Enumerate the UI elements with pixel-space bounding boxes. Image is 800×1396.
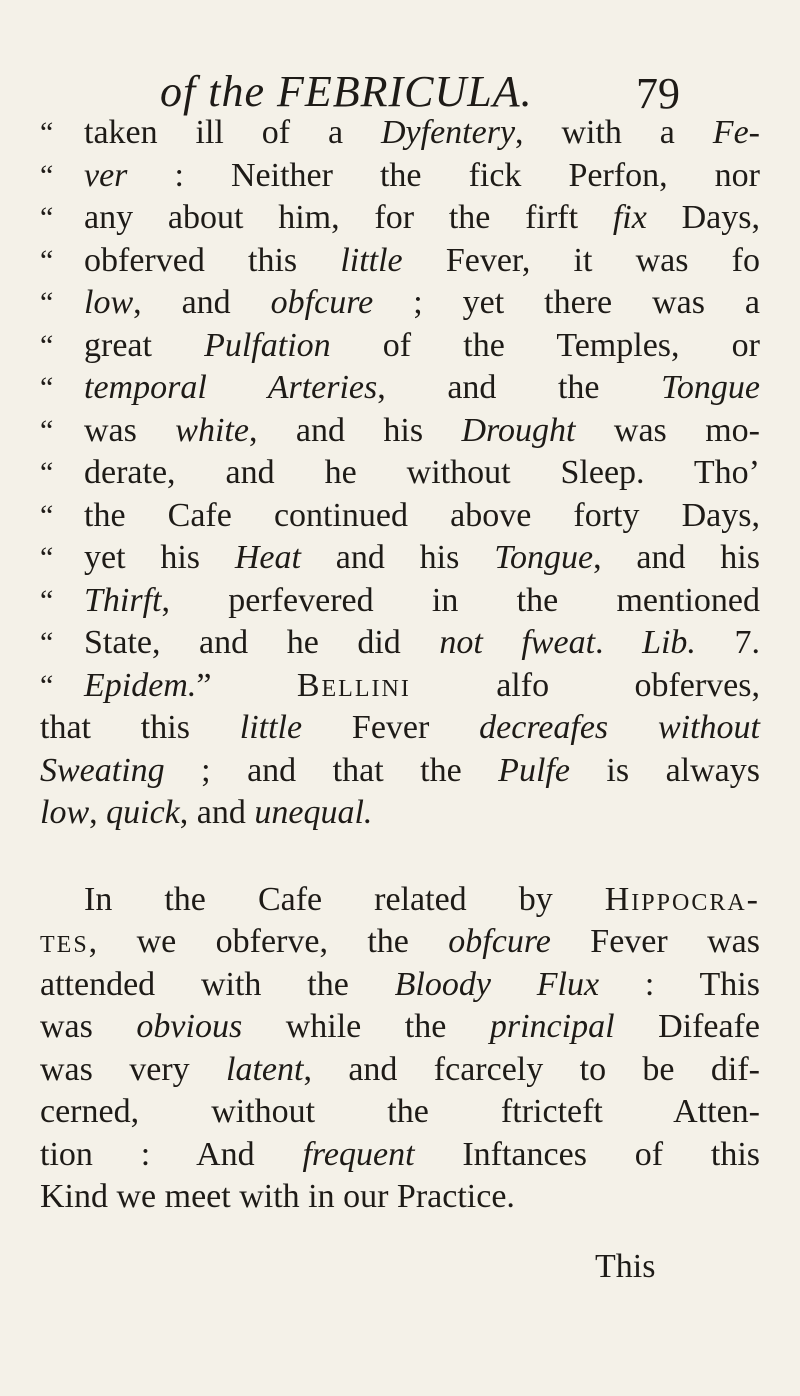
line-text	[40, 707, 760, 750]
text-line	[40, 580, 760, 623]
line-text	[84, 665, 760, 708]
line-text	[40, 750, 760, 793]
quote-mark: “	[40, 456, 54, 489]
page-header	[160, 66, 680, 116]
quote-mark: “	[40, 243, 54, 277]
text-line	[40, 1049, 760, 1092]
text-segment: : Neither the fick Perfon, nor	[127, 156, 760, 194]
text-segment: Difeafe	[614, 1008, 760, 1045]
text-line	[40, 112, 760, 155]
line-text	[84, 410, 760, 453]
text-segment: was mo-	[575, 411, 760, 449]
running-head: of the FEBRICULA.	[160, 67, 533, 116]
text-segment: while the	[242, 1008, 490, 1045]
italic-text: Fe-	[712, 114, 760, 151]
line-text	[84, 879, 760, 922]
line-text	[84, 325, 760, 368]
text-line	[40, 665, 760, 708]
italic-text: Drought	[461, 411, 576, 449]
quote-mark: “	[40, 158, 54, 192]
italic-text: little	[239, 709, 303, 746]
text-segment: Days,	[646, 199, 760, 236]
italic-text: unequal.	[254, 794, 373, 831]
page-number: 79	[636, 69, 680, 118]
quote-mark: “	[40, 286, 54, 319]
text-line	[40, 155, 760, 198]
text-line	[40, 879, 760, 922]
italic-text: latent	[226, 1050, 304, 1088]
line-text	[84, 282, 760, 325]
text-line	[40, 921, 760, 964]
text-segment: was	[40, 1008, 137, 1045]
text-line	[40, 325, 760, 368]
text-line	[40, 792, 760, 835]
text-segment: yet his	[84, 539, 235, 576]
text-segment: tion : And	[40, 1135, 303, 1173]
text-segment: , and fcarcely to be dif-	[303, 1050, 760, 1088]
text-line	[40, 707, 760, 750]
text-segment: is always	[569, 751, 761, 789]
text-segment: , we obferve, the	[88, 923, 449, 960]
small-caps-name: Hippocra-	[604, 880, 760, 918]
text-segment: , and the	[377, 369, 662, 406]
quote-mark: “	[40, 201, 54, 234]
quote-mark: “	[40, 371, 54, 404]
line-text	[84, 112, 760, 155]
text-segment: , and his	[248, 411, 462, 449]
italic-text: Tongue	[661, 369, 760, 406]
italic-text: principal	[489, 1008, 615, 1045]
line-text	[84, 155, 760, 198]
text-line	[40, 452, 760, 495]
text-segment: of the Temples, or	[330, 326, 760, 364]
line-text	[84, 240, 760, 283]
italic-text: Heat	[234, 539, 301, 576]
text-segment: was very	[40, 1050, 227, 1088]
text-segment: , and	[133, 284, 271, 321]
text-segment: attended with the	[40, 965, 395, 1003]
text-segment: Kind we meet with in our Practice.	[40, 1178, 515, 1215]
small-caps-name: Bellini	[296, 666, 411, 704]
text-line	[40, 1176, 760, 1219]
text-line	[40, 1134, 760, 1177]
quote-mark: “	[40, 116, 54, 149]
italic-text: decreafes without	[479, 709, 761, 746]
text-line	[40, 495, 760, 538]
line-text	[40, 1006, 760, 1049]
italic-text: Dyfentery	[381, 114, 516, 151]
italic-text: obfcure	[448, 923, 551, 960]
italic-text: ver	[84, 156, 128, 194]
text-segment: obferved this	[84, 241, 341, 279]
italic-text: little	[340, 241, 403, 279]
line-text	[40, 921, 760, 964]
text-segment: and his	[300, 539, 495, 576]
italic-text: frequent	[302, 1135, 415, 1173]
text-line	[40, 410, 760, 453]
text-segment: , perfevered in the mentioned	[161, 581, 760, 619]
italic-text: quick	[106, 794, 180, 831]
text-segment: was	[84, 411, 176, 449]
line-text	[84, 367, 760, 410]
paragraph-gap	[40, 835, 760, 879]
text-segment: , and his	[593, 539, 760, 576]
text-segment: cerned, without the ftricteft Atten-	[40, 1093, 760, 1130]
line-text	[40, 1049, 760, 1092]
text-line	[40, 622, 760, 665]
line-text	[84, 452, 760, 495]
italic-text: not fweat	[439, 624, 596, 661]
text-segment: derate, and he without Sleep. Tho’	[84, 454, 760, 491]
text-segment: Fever	[302, 709, 480, 746]
quote-mark: “	[40, 413, 54, 447]
text-segment: ; and that the	[164, 751, 499, 789]
italic-text: Pulfation	[204, 326, 331, 364]
line-text	[40, 964, 760, 1007]
line-text	[40, 792, 760, 835]
quote-mark: “	[40, 626, 54, 659]
text-segment: : This	[599, 965, 760, 1003]
quote-mark: “	[40, 498, 54, 532]
quote-mark: “	[40, 328, 54, 362]
text-segment: .	[595, 624, 643, 661]
text-line	[40, 750, 760, 793]
italic-text: Thirft	[84, 581, 162, 619]
text-segment: , with a	[515, 114, 713, 151]
line-text	[84, 537, 760, 580]
text-line	[40, 1006, 760, 1049]
text-segment: great	[84, 326, 205, 364]
italic-text: Bloody Flux	[394, 965, 600, 1003]
text-segment: alfo obferves,	[410, 666, 761, 704]
text-line	[40, 964, 760, 1007]
text-segment: 7.	[695, 624, 760, 661]
text-segment: taken ill of a	[84, 114, 381, 151]
italic-text: Sweating	[40, 751, 165, 789]
quote-mark: “	[40, 583, 54, 617]
italic-text: obfcure	[270, 284, 374, 321]
text-line	[40, 1091, 760, 1134]
text-segment: ; yet there was a	[373, 284, 760, 321]
line-text	[84, 622, 760, 665]
italic-text: temporal Arteries	[84, 369, 378, 406]
text-segment: Fever was	[550, 923, 760, 960]
line-text	[40, 1176, 760, 1219]
text-line	[40, 197, 760, 240]
text-segment: Fever, it was fo	[402, 241, 760, 279]
italic-text: low	[40, 794, 90, 831]
text-line	[40, 537, 760, 580]
text-segment: In the Cafe related by	[84, 880, 605, 918]
italic-text: Tongue	[494, 539, 594, 576]
italic-text: obvious	[136, 1008, 243, 1045]
text-line	[40, 282, 760, 325]
small-caps-name: tes	[40, 923, 89, 960]
italic-text: Epidem.	[84, 666, 197, 704]
line-text	[84, 495, 760, 538]
text-line	[40, 367, 760, 410]
catchword: This	[595, 1248, 656, 1285]
text-segment: that this	[40, 709, 240, 746]
italic-text: Lib.	[642, 624, 696, 661]
text-segment: ”	[196, 666, 297, 704]
body-text	[40, 112, 760, 1219]
text-segment: State, and he did	[84, 624, 440, 661]
text-segment: the Cafe continued above forty Days,	[84, 496, 760, 534]
italic-text: white	[175, 411, 249, 449]
italic-text: fix	[612, 199, 647, 236]
line-text	[40, 1091, 760, 1134]
line-text	[40, 1134, 760, 1177]
quote-mark: “	[40, 541, 54, 574]
text-segment: , and	[179, 794, 255, 831]
italic-text: low	[84, 284, 134, 321]
text-segment: ,	[89, 794, 107, 831]
italic-text: Pulfe	[498, 751, 570, 789]
text-segment: Inftances of this	[414, 1135, 760, 1173]
quote-mark: “	[40, 668, 54, 702]
line-text	[84, 197, 760, 240]
line-text	[84, 580, 760, 623]
text-line	[40, 240, 760, 283]
text-segment: any about him, for the firft	[84, 199, 613, 236]
